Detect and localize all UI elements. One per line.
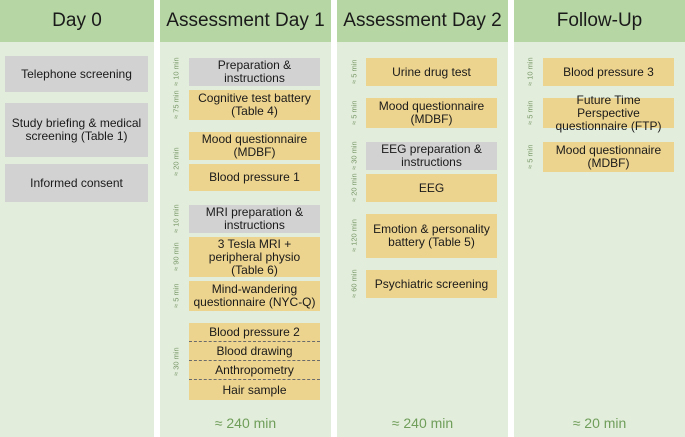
duration-label: ≈ 10 min — [171, 57, 181, 87]
step-preparation-instructions: Preparation & instructions — [189, 58, 320, 86]
column-header-day2: Assessment Day 2 — [337, 0, 508, 42]
step-blood-drawing: Blood drawing — [189, 342, 320, 361]
step-psychiatric-screening: Psychiatric screening — [366, 270, 497, 298]
step-blood-pressure-2: Blood pressure 2 — [189, 323, 320, 342]
duration-label: ≈ 5 min — [525, 144, 535, 170]
column-header-day1: Assessment Day 1 — [160, 0, 331, 42]
step-hair-sample: Hair sample — [189, 380, 320, 400]
duration-label: ≈ 5 min — [349, 100, 359, 126]
column-day0 — [0, 0, 154, 437]
total-duration-day1: ≈ 240 min — [214, 415, 277, 431]
step-urine-drug-test: Urine drug test — [366, 58, 497, 86]
duration-label: ≈ 30 min — [349, 141, 359, 171]
total-duration-day2: ≈ 240 min — [391, 415, 454, 431]
step-mri-scan: 3 Tesla MRI + peripheral physio (Table 6) — [189, 237, 320, 277]
duration-label: ≈ 30 min — [171, 347, 181, 376]
step-eeg: EEG — [366, 174, 497, 202]
step-mood-questionnaire: Mood questionnaire (MDBF) — [366, 98, 497, 128]
step-anthropometry: Anthropometry — [189, 361, 320, 380]
duration-label: ≈ 20 min — [349, 173, 359, 203]
step-eeg-preparation: EEG preparation & instructions — [366, 142, 497, 170]
column-day2 — [337, 0, 508, 437]
duration-label: ≈ 90 min — [171, 242, 181, 272]
duration-label: ≈ 10 min — [525, 57, 535, 87]
column-header-day0: Day 0 — [0, 0, 154, 42]
duration-label: ≈ 5 min — [349, 59, 359, 85]
step-stack-biosamples — [189, 323, 320, 400]
step-study-briefing: Study briefing & medical screening (Table 1) — [5, 103, 148, 157]
duration-label: ≈ 5 min — [171, 283, 181, 309]
step-mri-preparation: MRI preparation & instructions — [189, 205, 320, 233]
step-telephone-screening: Telephone screening — [5, 56, 148, 92]
step-mood-questionnaire: Mood questionnaire (MDBF) — [189, 132, 320, 160]
column-day1 — [160, 0, 331, 437]
step-emotion-personality-battery: Emotion & personality battery (Table 5) — [366, 214, 497, 258]
step-cognitive-test-battery: Cognitive test battery (Table 4) — [189, 90, 320, 120]
duration-label: ≈ 120 min — [349, 219, 359, 253]
duration-label: ≈ 10 min — [171, 204, 181, 234]
step-blood-pressure-1: Blood pressure 1 — [189, 164, 320, 191]
duration-label: ≈ 60 min — [349, 269, 359, 299]
duration-label: ≈ 5 min — [525, 100, 535, 126]
step-ftp-questionnaire: Future Time Perspective questionnaire (FTP) — [543, 98, 674, 128]
step-nycq-questionnaire: Mind-wandering questionnaire (NYC-Q) — [189, 281, 320, 311]
duration-label: ≈ 75 min — [171, 90, 181, 120]
total-duration-followup: ≈ 20 min — [572, 415, 627, 431]
column-header-followup: Follow-Up — [514, 0, 685, 42]
column-followup — [514, 0, 685, 437]
step-blood-pressure-3: Blood pressure 3 — [543, 58, 674, 86]
step-informed-consent: Informed consent — [5, 164, 148, 202]
step-mood-questionnaire: Mood questionnaire (MDBF) — [543, 142, 674, 172]
duration-label: ≈ 20 min — [171, 147, 181, 176]
